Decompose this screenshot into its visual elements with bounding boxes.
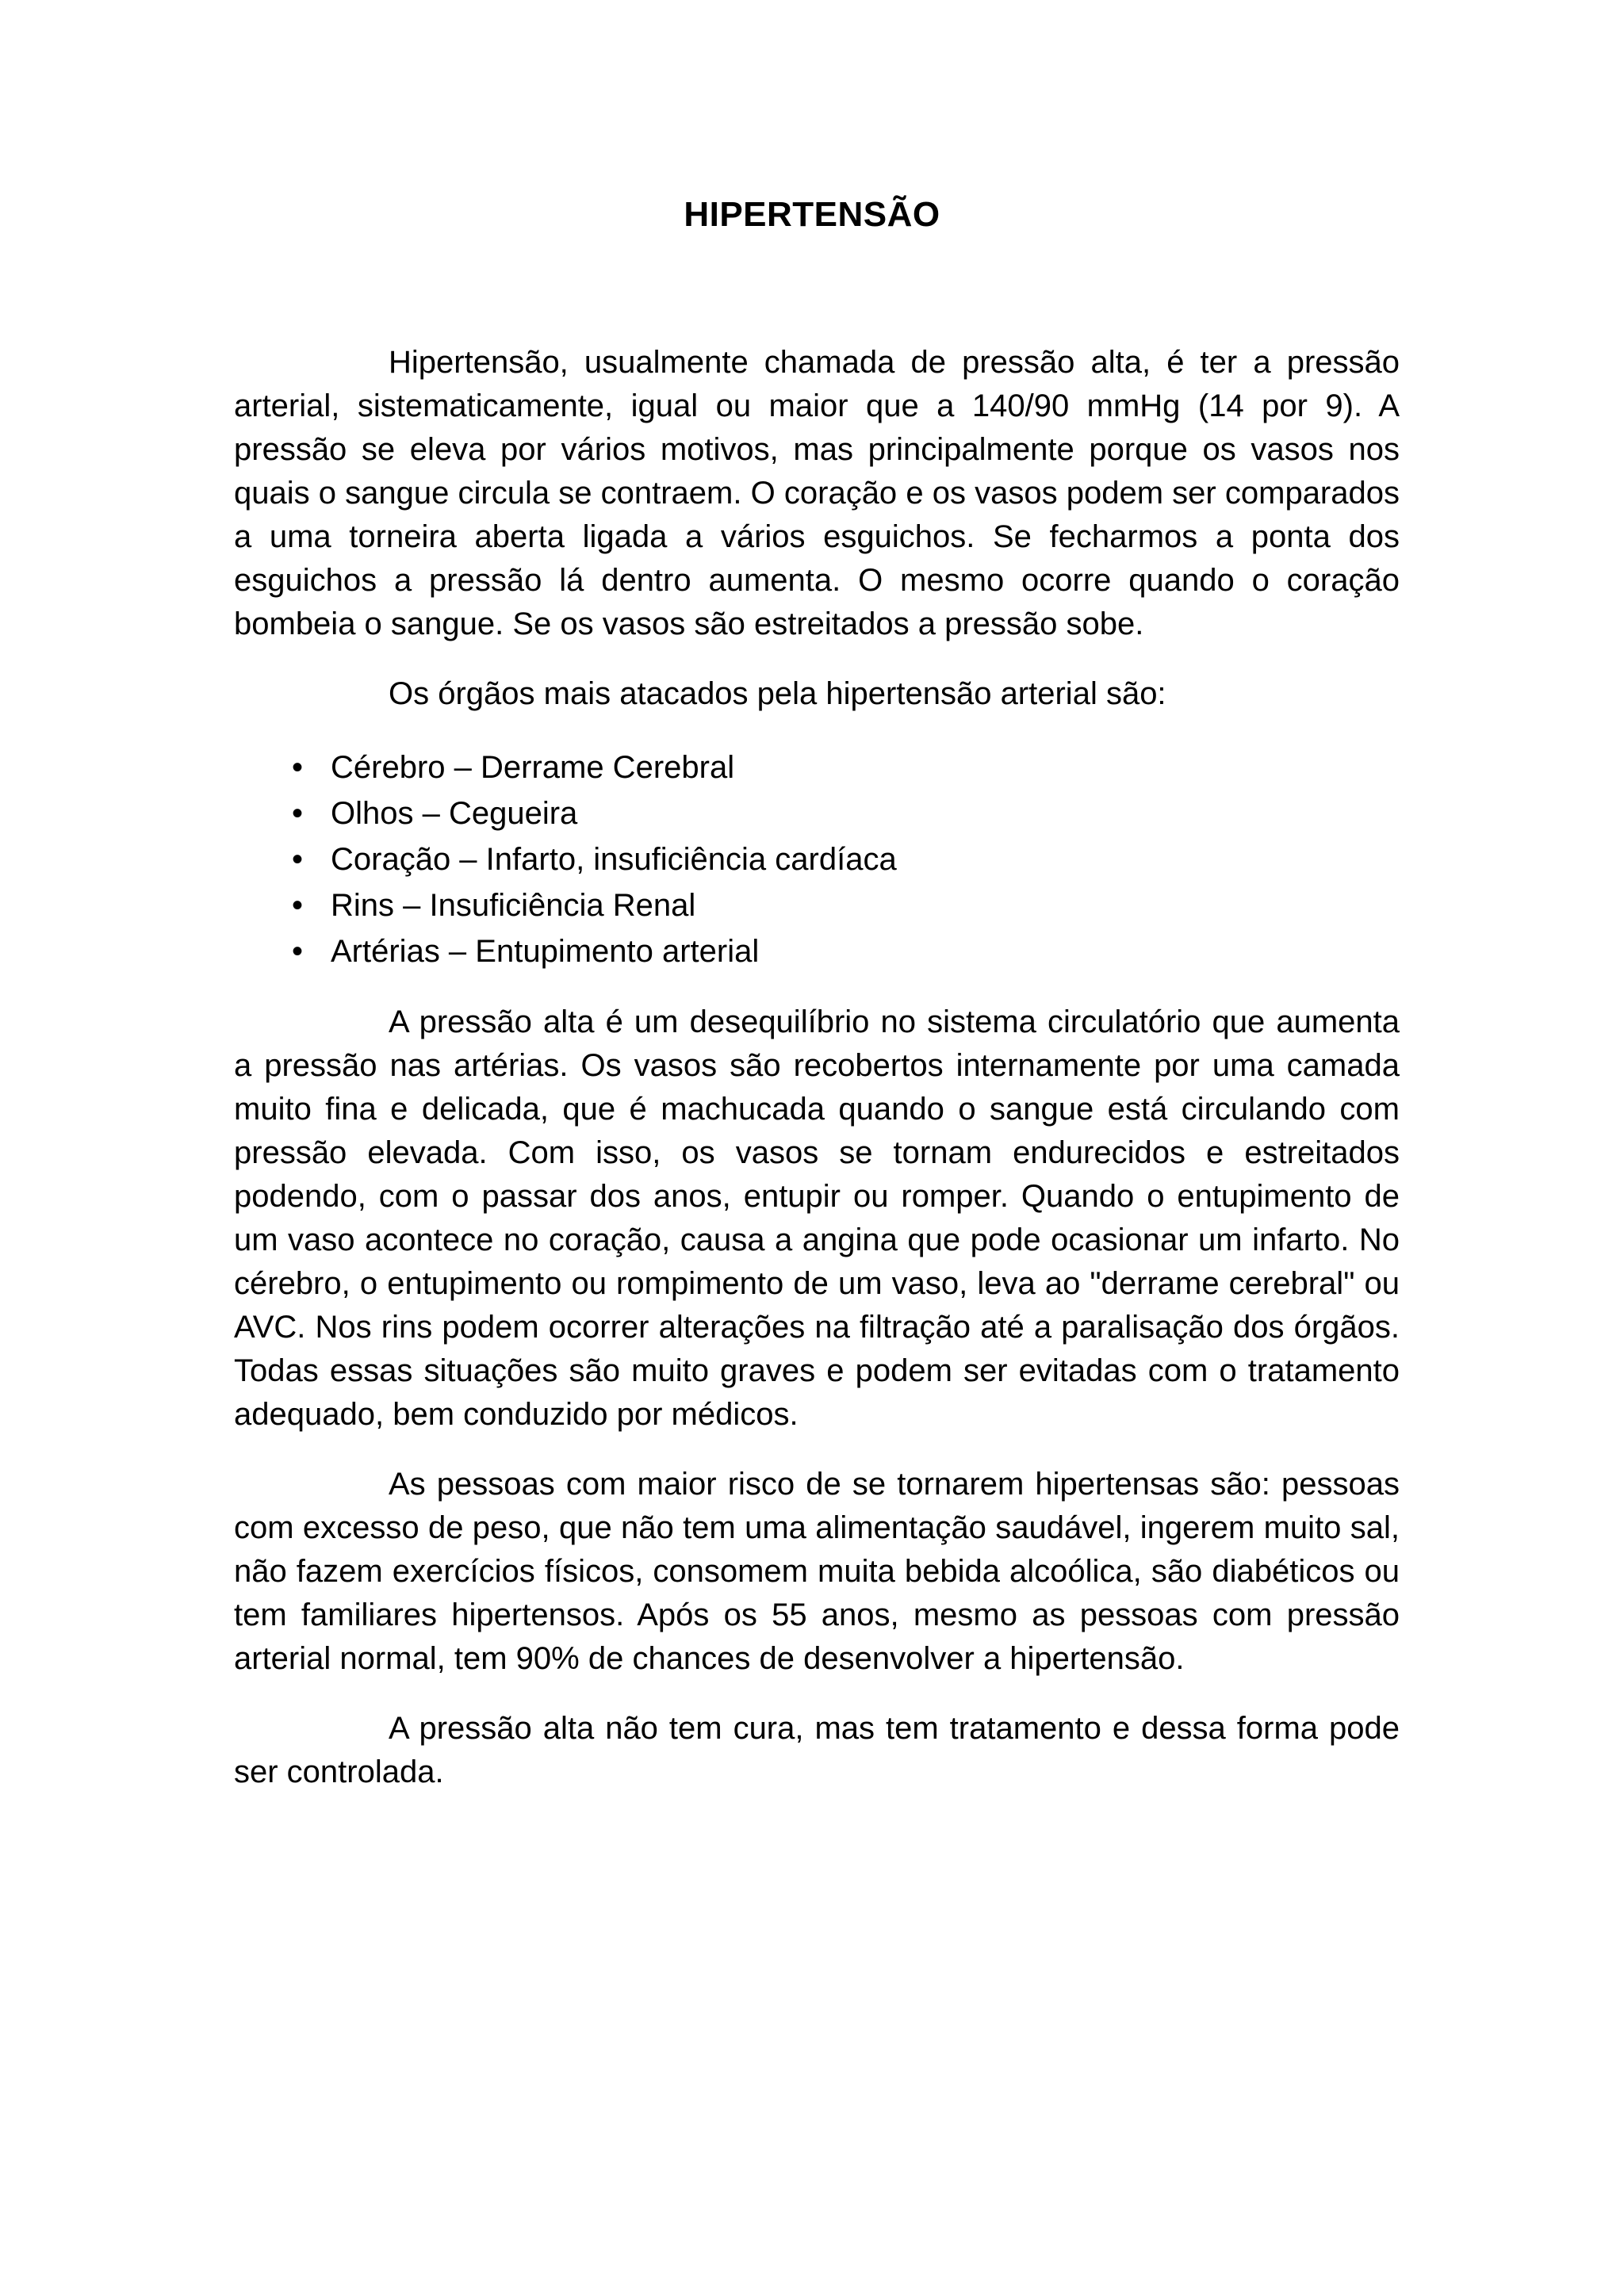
bullet-icon: • bbox=[291, 888, 303, 923]
bullet-icon: • bbox=[291, 842, 303, 877]
organs-list bbox=[234, 744, 1400, 974]
document-title: HIPERTENSÃO bbox=[684, 195, 940, 234]
list-item bbox=[291, 882, 1400, 928]
paragraph-treatment: A pressão alta não tem cura, mas tem tratamento e dessa forma pode ser controlada. bbox=[234, 1711, 1400, 1789]
list-item bbox=[291, 836, 1400, 882]
list-item-text: Coração – Infarto, insuficiência cardíaca bbox=[331, 842, 897, 877]
list-item-text: Cérebro – Derrame Cerebral bbox=[331, 750, 735, 785]
paragraph-risk-groups: As pessoas com maior risco de se tornarem hipertensas são: pessoas com excesso de peso, que não tem uma alimentação saudável, ingerem muito sal, não fazem exercícios físicos, consomem muita bebida alcoólica, são diabéticos ou tem familiares hipertensos. Após os 55 anos, mesmo as pessoas com pressão arterial normal, tem 90% de chances de desenvolver a hipertensão. bbox=[234, 1467, 1400, 1676]
document-body bbox=[234, 341, 1400, 1794]
paragraph-organs-intro: Os órgãos mais atacados pela hipertensão arterial são: bbox=[389, 676, 1166, 711]
list-item bbox=[291, 790, 1400, 836]
bullet-icon: • bbox=[291, 934, 303, 969]
list-item-text: Rins – Insuficiência Renal bbox=[331, 888, 696, 923]
list-item-text: Artérias – Entupimento arterial bbox=[331, 934, 760, 969]
list-item bbox=[291, 744, 1400, 790]
paragraph-definition: Hipertensão, usualmente chamada de pressão alta, é ter a pressão arterial, sistematicamente, igual ou maior que a 140/90 mmHg (14 por 9). A pressão se eleva por vários motivos, mas principalmente porque os vasos nos quais o sangue circula se contraem. O coração e os vasos podem ser comparados a uma torneira aberta ligada a vários esguichos. Se fecharmos a ponta dos esguichos a pressão lá dentro aumenta. O mesmo ocorre quando o coração bombeia o sangue. Se os vasos são estreitados a pressão sobe. bbox=[234, 345, 1400, 641]
bullet-icon: • bbox=[291, 750, 303, 785]
bullet-icon: • bbox=[291, 796, 303, 831]
list-item bbox=[291, 928, 1400, 974]
list-item-text: Olhos – Cegueira bbox=[331, 796, 578, 831]
paragraph-circulatory-imbalance: A pressão alta é um desequilíbrio no sistema circulatório que aumenta a pressão nas artérias. Os vasos são recobertos internamente por uma camada muito fina e delicada, que é machucada quando o sangue está circulando com pressão elevada. Com isso, os vasos se tornam endurecidos e estreitados podendo, com o passar dos anos, entupir ou romper. Quando o entupimento de um vaso acontece no coração, causa a angina que pode ocasionar um infarto. No cérebro, o entupimento ou rompimento de um vaso, leva ao "derrame cerebral" ou AVC. Nos rins podem ocorrer alterações na filtração até a paralisação dos órgãos. Todas essas situações são muito graves e podem ser evitadas com o tratamento adequado, bem conduzido por médicos. bbox=[234, 1004, 1400, 1432]
